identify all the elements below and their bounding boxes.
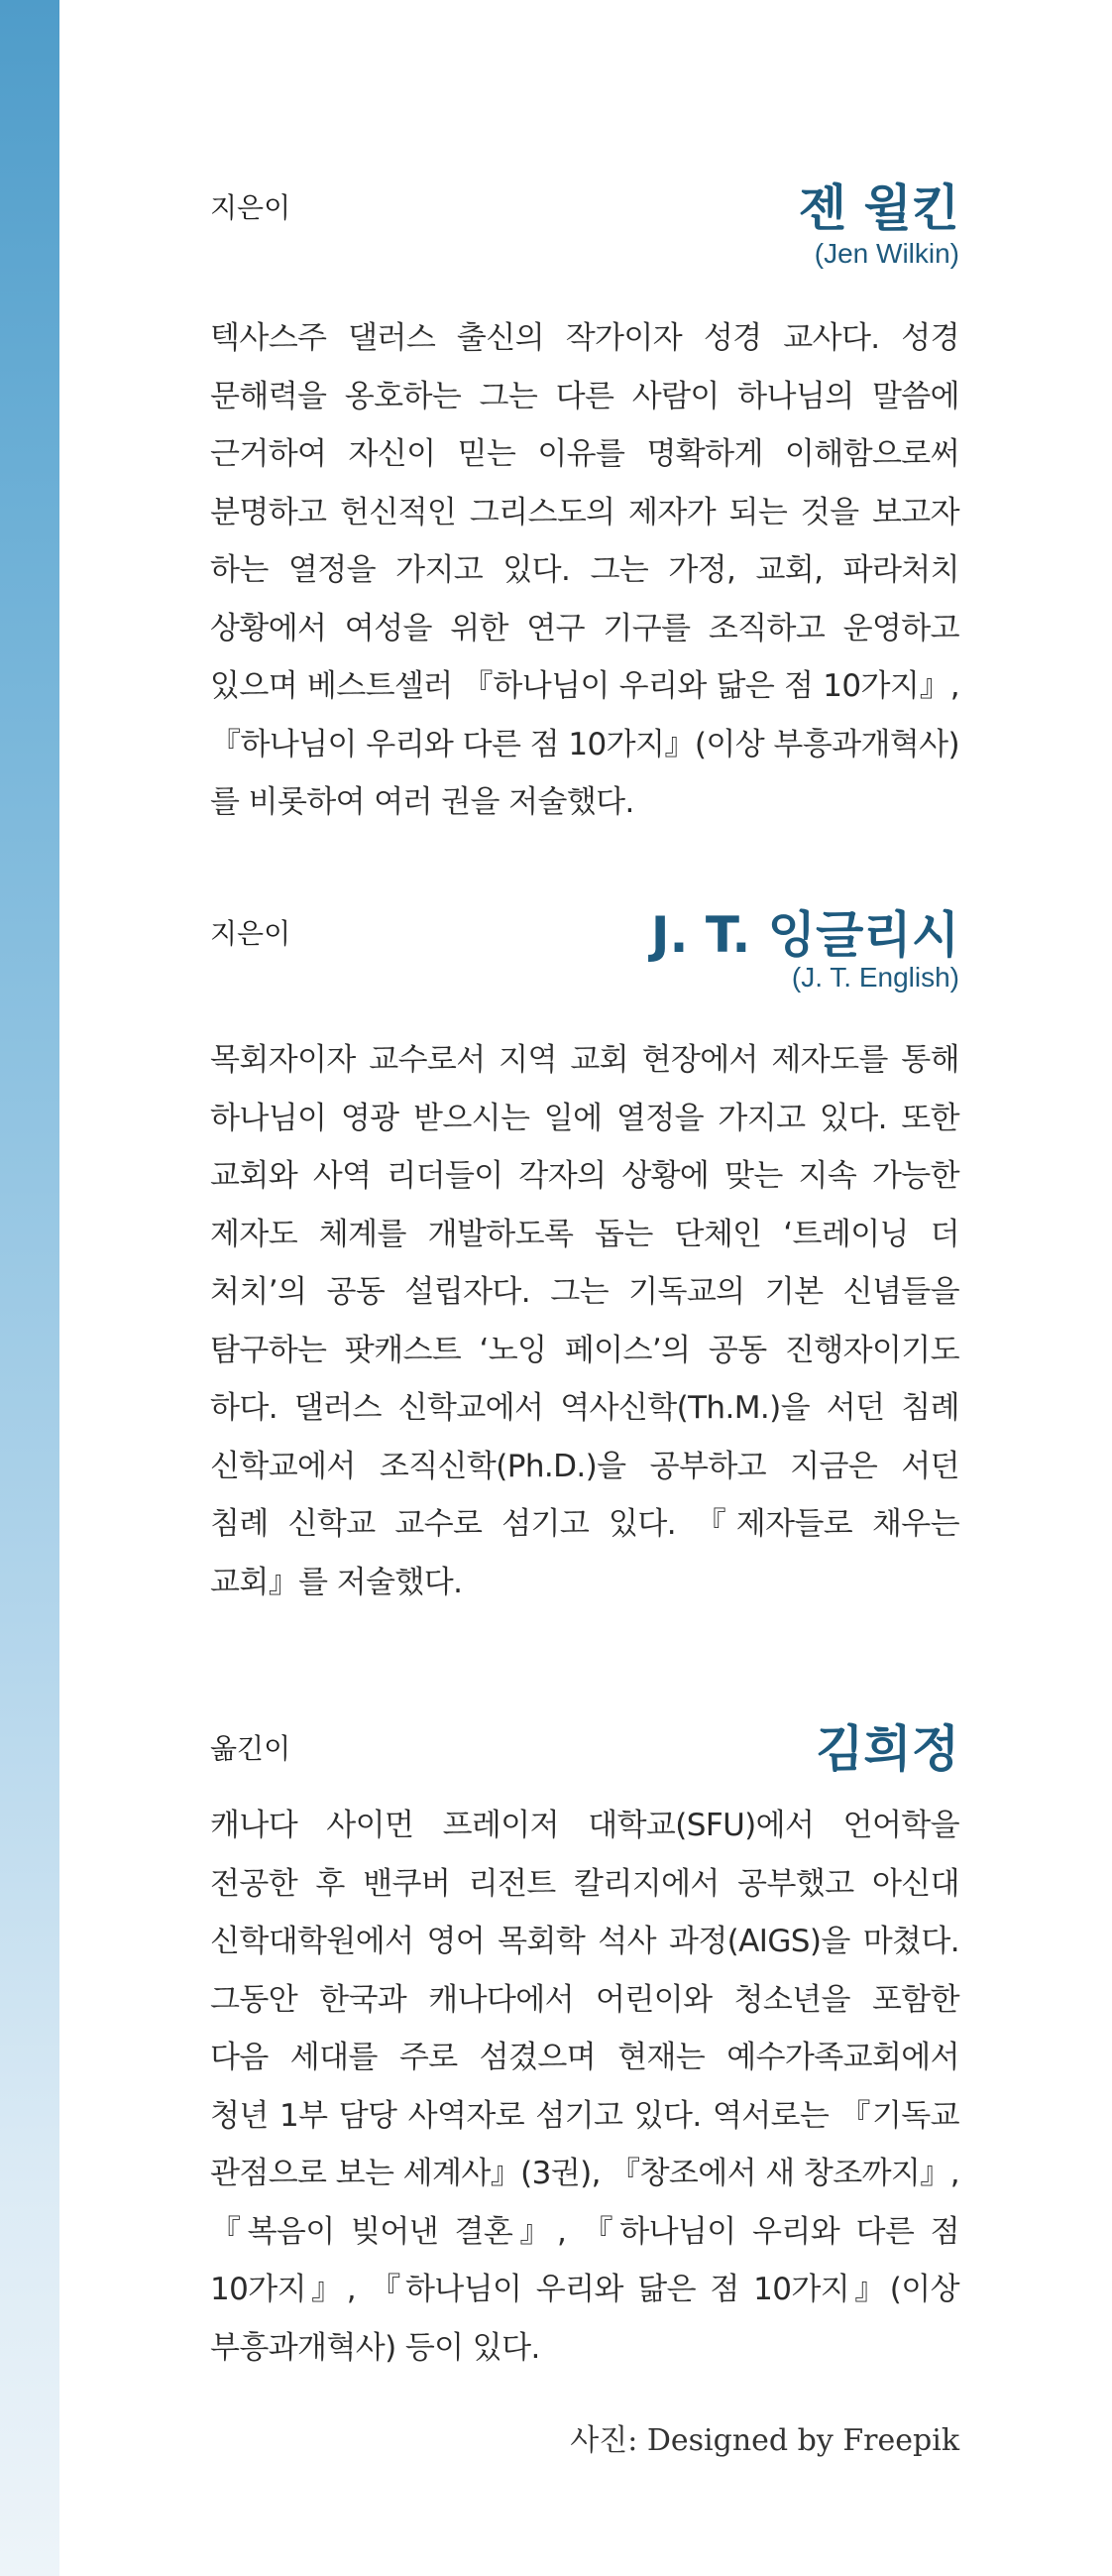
translator-bio: 캐나다 사이먼 프레이저 대학교(SFU)에서 언어학을 전공한 후 밴쿠버 리전트 칼리지에서 공부했고 아신대 신학대학원에서 영어 목회학 석사 과정(AIGS)을 마쳤다. 그동안 한국과 캐나다에서 어린이와 청소년을 포함한 다음 세대를 주로 섬겼으며 현재는 예수가족교회에서 청년 1부 담당 사역자로 섬기고 있다. 역서로는 『기독교 관점으로 보는 세계사』(3권), 『창조에서 새 창조까지』, 『복음이 빚어낸 결혼』, 『하나님이 우리와 다른 점 10가지』, 『하나님이 우리와 닮은 점 10가지』(이상 부흥과개혁사) 등이 있다. bbox=[210, 1808, 959, 2366]
translator-name-korean: 김희정 bbox=[816, 1720, 959, 1778]
author-role-label: 지은이 bbox=[210, 191, 291, 224]
author-role-label: 지은이 bbox=[210, 917, 291, 950]
author-name-korean: J. T. 잉글리시 bbox=[650, 906, 959, 964]
decorative-side-band bbox=[0, 0, 59, 2576]
photo-credit: 사진: Designed by Freepik bbox=[570, 2423, 959, 2458]
author-name-english: (J. T. English) bbox=[791, 962, 959, 993]
author-bio: 텍사스주 댈러스 출신의 작가이자 성경 교사다. 성경 문해력을 옹호하는 그는 다른 사람이 하나님의 말씀에 근거하여 자신이 믿는 이유를 명확하게 이해함으로써 분명하고 헌신적인 그리스도의 제자가 되는 것을 보고자 하는 열정을 가지고 있다. 그는 가정, 교회, 파라처치 상황에서 여성을 위한 연구 기구를 조직하고 운영하고 있으며 베스트셀러 『하나님이 우리와 닮은 점 10가지』, 『하나님이 우리와 다른 점 10가지』(이상 부흥과개혁사)를 비롯하여 여러 권을 저술했다. bbox=[210, 320, 959, 820]
author-name-english: (Jen Wilkin) bbox=[814, 238, 959, 269]
author-name-korean: 젠 윌킨 bbox=[798, 179, 959, 237]
translator-role-label: 옮긴이 bbox=[210, 1732, 291, 1765]
author-bio: 목회자이자 교수로서 지역 교회 현장에서 제자도를 통해 하나님이 영광 받으시는 일에 열정을 가지고 있다. 또한 교회와 사역 리더들이 각자의 상황에 맞는 지속 가능한 제자도 체계를 개발하도록 돕는 단체인 ‘트레이닝 더 처치’의 공동 설립자다. 그는 기독교의 기본 신념들을 탐구하는 팟캐스트 ‘노잉 페이스’의 공동 진행자이기도 하다. 댈러스 신학교에서 역사신학(Th.M.)을 서던 침례 신학교에서 조직신학(Ph.D.)을 공부하고 지금은 서던 침례 신학교 교수로 섬기고 있다. 『제자들로 채우는 교회』를 저술했다. bbox=[210, 1042, 959, 1600]
